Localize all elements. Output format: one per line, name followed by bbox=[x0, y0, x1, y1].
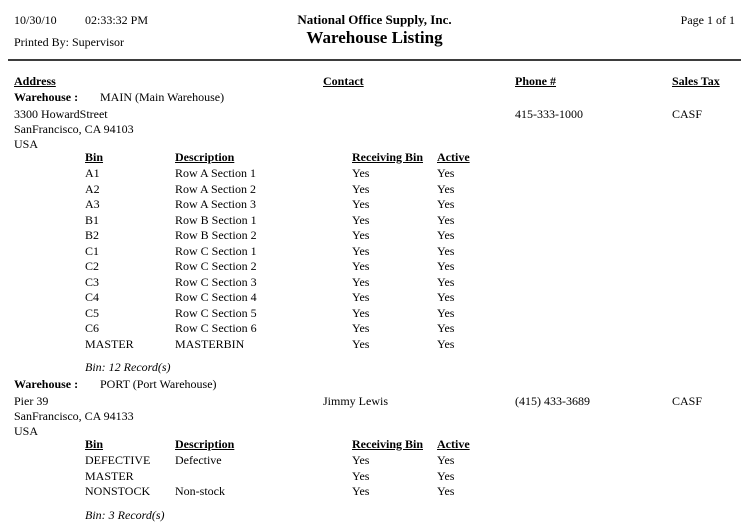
receiving-bin-cell: Yes bbox=[352, 321, 370, 335]
address-column-header: Address bbox=[14, 74, 56, 88]
bin-description-cell: Row A Section 1 bbox=[175, 166, 257, 180]
bin-description-cell: Non-stock bbox=[175, 484, 225, 498]
receiving-bin-cell: Yes bbox=[352, 243, 370, 258]
bin-row bbox=[0, 337, 749, 353]
bin-code-cell: A1 bbox=[85, 166, 100, 180]
company-name: National Office Supply, Inc. bbox=[297, 12, 452, 27]
sales-tax-value: CASF bbox=[672, 394, 703, 408]
bin-description-cell: Defective bbox=[175, 453, 222, 467]
description-column-header: Description bbox=[175, 150, 235, 164]
bin-table bbox=[0, 453, 749, 500]
active-cell: Yes bbox=[437, 336, 455, 351]
warehouse-title-row bbox=[0, 377, 749, 394]
active-cell: Yes bbox=[437, 484, 455, 498]
bin-row bbox=[0, 453, 749, 469]
bin-column-header: Bin bbox=[85, 437, 104, 451]
receiving-bin-cell: Yes bbox=[352, 228, 370, 242]
bin-code-cell: C4 bbox=[85, 290, 100, 304]
active-cell: Yes bbox=[437, 468, 455, 483]
page-indicator: Page 1 of 1 bbox=[680, 13, 735, 27]
bin-code-cell: B1 bbox=[85, 212, 100, 227]
address-line-3: USA bbox=[14, 137, 39, 151]
warehouse-label: Warehouse : bbox=[14, 377, 79, 391]
contact-value: Jimmy Lewis bbox=[323, 394, 388, 408]
receiving-bin-cell: Yes bbox=[352, 166, 370, 180]
bin-description-cell: Row C Section 4 bbox=[175, 290, 257, 304]
active-cell: Yes bbox=[437, 243, 455, 258]
bin-row bbox=[0, 166, 749, 182]
active-cell: Yes bbox=[437, 453, 455, 467]
active-cell: Yes bbox=[437, 228, 455, 242]
warehouse-label: Warehouse : bbox=[14, 90, 79, 104]
print-date: 10/30/10 bbox=[14, 13, 57, 27]
bin-row bbox=[0, 306, 749, 322]
bin-code-cell: B2 bbox=[85, 228, 100, 242]
address-row bbox=[0, 137, 749, 150]
receiving-bin-column-header: Receiving Bin bbox=[352, 437, 423, 451]
receiving-bin-cell: Yes bbox=[352, 336, 370, 351]
sales-tax-value: CASF bbox=[672, 107, 703, 121]
receiving-bin-cell: Yes bbox=[352, 197, 370, 211]
bin-description-cell: Row B Section 1 bbox=[175, 212, 257, 227]
receiving-bin-cell: Yes bbox=[352, 212, 370, 227]
bin-code-cell: C6 bbox=[85, 321, 100, 335]
active-cell: Yes bbox=[437, 290, 455, 304]
report-header bbox=[0, 0, 749, 59]
warehouse-title-row bbox=[0, 90, 749, 107]
sales-tax-column-header: Sales Tax bbox=[672, 74, 720, 88]
bin-code-cell: MASTER bbox=[85, 468, 134, 483]
bin-description-cell: Row A Section 2 bbox=[175, 181, 257, 196]
bin-description-cell: MASTERBIN bbox=[175, 336, 245, 351]
receiving-bin-cell: Yes bbox=[352, 453, 370, 467]
bin-description-cell: Row C Section 5 bbox=[175, 305, 257, 320]
bin-code-cell: C3 bbox=[85, 274, 100, 289]
bin-row bbox=[0, 213, 749, 229]
receiving-bin-cell: Yes bbox=[352, 468, 370, 483]
active-cell: Yes bbox=[437, 181, 455, 196]
bin-count-row bbox=[0, 508, 749, 523]
bin-table bbox=[0, 166, 749, 352]
bin-code-cell: C2 bbox=[85, 259, 100, 273]
bin-row bbox=[0, 228, 749, 244]
active-cell: Yes bbox=[437, 166, 455, 180]
bin-description-cell: Row C Section 3 bbox=[175, 274, 257, 289]
warehouse-name: PORT (Port Warehouse) bbox=[100, 377, 217, 391]
receiving-bin-cell: Yes bbox=[352, 305, 370, 320]
address-line-1: 3300 HowardStreet bbox=[14, 107, 108, 121]
address-contact-row bbox=[0, 107, 749, 122]
bin-code-cell: A3 bbox=[85, 197, 100, 211]
description-column-header: Description bbox=[175, 437, 235, 451]
address-row bbox=[0, 122, 749, 137]
bin-row bbox=[0, 321, 749, 337]
warehouse-section-port bbox=[0, 377, 749, 523]
report-title: Warehouse Listing bbox=[306, 28, 443, 47]
bin-row bbox=[0, 469, 749, 485]
bin-record-count: Bin: 12 Record(s) bbox=[85, 360, 171, 374]
address-row bbox=[0, 424, 749, 437]
address-line-2: SanFrancisco, CA 94133 bbox=[14, 409, 134, 423]
address-contact-row bbox=[0, 394, 749, 409]
bin-code-cell: NONSTOCK bbox=[85, 484, 151, 498]
phone-column-header: Phone # bbox=[515, 74, 557, 88]
bin-row bbox=[0, 244, 749, 260]
bin-description-cell: Row C Section 2 bbox=[175, 259, 257, 273]
bin-description-cell: Row B Section 2 bbox=[175, 228, 257, 242]
bin-description-cell: Row C Section 1 bbox=[175, 243, 257, 258]
bin-row bbox=[0, 290, 749, 306]
bin-row bbox=[0, 484, 749, 500]
warehouse-name: MAIN (Main Warehouse) bbox=[100, 90, 225, 104]
bin-row bbox=[0, 275, 749, 291]
print-time: 02:33:32 PM bbox=[85, 13, 149, 27]
receiving-bin-cell: Yes bbox=[352, 290, 370, 304]
bin-row bbox=[0, 197, 749, 213]
active-cell: Yes bbox=[437, 212, 455, 227]
active-column-header: Active bbox=[437, 437, 470, 451]
bin-code-cell: A2 bbox=[85, 181, 100, 196]
bin-column-header: Bin bbox=[85, 150, 104, 164]
address-row bbox=[0, 409, 749, 424]
warehouse-section-main bbox=[0, 90, 749, 375]
bin-description-cell: Row C Section 6 bbox=[175, 321, 257, 335]
bin-code-cell: MASTER bbox=[85, 336, 134, 351]
receiving-bin-cell: Yes bbox=[352, 181, 370, 196]
bin-count-row bbox=[0, 360, 749, 375]
bin-record-count: Bin: 3 Record(s) bbox=[85, 507, 165, 522]
bin-row bbox=[0, 182, 749, 198]
phone-value: 415-333-1000 bbox=[515, 107, 583, 121]
active-cell: Yes bbox=[437, 305, 455, 320]
bin-code-cell: DEFECTIVE bbox=[85, 453, 151, 467]
bin-row bbox=[0, 259, 749, 275]
bin-table-header bbox=[0, 150, 749, 166]
active-cell: Yes bbox=[437, 274, 455, 289]
active-cell: Yes bbox=[437, 197, 455, 211]
column-header-row bbox=[0, 74, 749, 90]
address-line-3: USA bbox=[14, 424, 39, 438]
bin-table-header bbox=[0, 437, 749, 453]
address-line-1: Pier 39 bbox=[14, 394, 49, 408]
contact-column-header: Contact bbox=[323, 74, 364, 88]
printed-by: Printed By: Supervisor bbox=[14, 35, 124, 49]
receiving-bin-cell: Yes bbox=[352, 274, 370, 289]
active-column-header: Active bbox=[437, 150, 470, 164]
receiving-bin-cell: Yes bbox=[352, 484, 370, 498]
active-cell: Yes bbox=[437, 321, 455, 335]
bin-code-cell: C1 bbox=[85, 243, 100, 258]
address-line-2: SanFrancisco, CA 94103 bbox=[14, 122, 134, 136]
active-cell: Yes bbox=[437, 259, 455, 273]
phone-value: (415) 433-3689 bbox=[515, 394, 590, 408]
header-divider bbox=[8, 59, 741, 61]
receiving-bin-column-header: Receiving Bin bbox=[352, 150, 423, 164]
bin-code-cell: C5 bbox=[85, 305, 100, 320]
bin-description-cell: Row A Section 3 bbox=[175, 197, 257, 211]
receiving-bin-cell: Yes bbox=[352, 259, 370, 273]
